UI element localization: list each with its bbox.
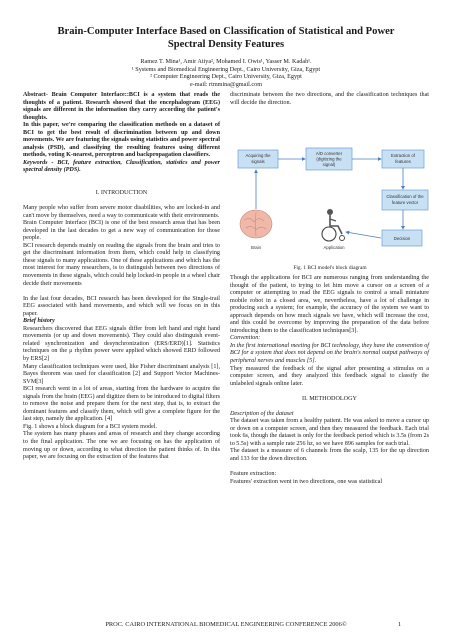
extract-label-2: features (395, 159, 411, 164)
footer-text: PROC. CAIRO INTERNATIONAL BIOMEDICAL ENGINEERING CONFERENCE 2006© (105, 621, 347, 628)
paragraph: In the first international meeting for BCI technology, they have the convention of BCI for a system that does not depend on the brain's normal output pathways of peripheral nerves and muscles [5]. (230, 342, 429, 365)
author-names: Ramez T. Mina¹, Amir Atiya², Mohamed I. Owis¹, Yasser M. Kadah¹. (140, 58, 312, 65)
paragraph: Fig. 1 shows a block diagram for a BCI system model. (23, 423, 158, 430)
brain-label: Brain (250, 245, 262, 250)
paragraph: BCI research went in a lot of areas, starting from the hardware to acquire the signals from the brain (EEG) and digitize them to be introduced to digital filters to remove the noise and prepare them for the next step, that is, to extract the dominant features and classify them, which will give a complete figure for the last step, namely the application. [4] (23, 386, 220, 423)
paragraph-spacer (230, 403, 429, 411)
paragraph: The dataset is a measure of 6 channels from the scalp, 135 for the up direction and 133 for the down direction. (230, 448, 429, 463)
paragraph: Many classification techniques were used, like Fisher discriminant analysis [1], Bayes theorem was used for classification [2] and Support Vector Machines-SVM[3] (23, 363, 220, 385)
paragraph: The system has many phases and areas of research and they change according to the final application. The one we are focusing on has the application of moving up or down, according to what direction the patient thinks of. In this paper, we are focusing on the extraction of the features that (23, 431, 220, 461)
left-column (23, 92, 220, 462)
affiliation-2: ² Computer Engineering Dept., Cairo University, Giza, Egypt (150, 73, 302, 81)
paragraph: Features' extraction went in two directions, one was statistical (230, 478, 383, 485)
classify-label-1: Classification of the (386, 194, 424, 199)
paragraph: Description of the dataset (230, 410, 294, 417)
paragraph: discriminate between the two directions, and the classification techniques that will decide the direction. (230, 92, 429, 106)
figure-caption: Fig. 1 BCI model's block diagram (293, 265, 367, 271)
page-number: 1 (398, 621, 402, 628)
classify-label-2: feature vector (391, 200, 419, 205)
paragraph: Researchers discovered that EEG signals differ from left hand and right hand movements (or up and down movements). They could also distinguish event-related synchronization and desynchronization (ERS/ERD)[1]. Statistics techniques on the μ rhythm power were applied which showed ERD followed by ERS[2] (23, 325, 220, 362)
paragraph: The dataset was taken from a healthy patient. He was asked to move a cursor up or down on a computer screen, and then they measured the feedback. Each trial took 6s, though the dataset is only for the feedback period which is 3.5s (from 2s to 5.5s) with a sample rate 256 hz, so we have 896 samples for each trial. (230, 418, 429, 447)
paragraph-spacer (23, 198, 220, 206)
paragraph: Convention: (230, 335, 261, 342)
paragraph: Brief history (23, 318, 55, 325)
section-heading: I. INTRODUCTION (95, 190, 148, 197)
wheelchair-icon (322, 209, 345, 241)
author-block (0, 58, 452, 88)
paper-title (0, 26, 452, 51)
page-footer (0, 621, 452, 628)
paragraph: Abstract- Brain Computer Interface::BCI is a system that reads the thoughts of a patient. Research showed that the encephalogram (EEG) signals are different in the information they carry according the patient's thoughts. (23, 92, 220, 121)
paragraph: Brain Computer Interface (BCI) is one of the best research areas that has been developed in the last decades to get a new way of communication for those people. (23, 220, 220, 242)
right-column-top (230, 92, 429, 107)
right-column (230, 275, 429, 486)
acquire-label-2: signals (251, 159, 265, 164)
paragraph: Though the applications for BCI are numerous ranging from understanding the thought of the patient, to trying to let him move a cursor on a screen of a computer or attempting to read the EEG signals to control a small miniature mobile robot in a closed area, we, nevertheless, have a lot of challenge in producing such a system; for example, the accuracy of the system we want to approach depends on how much signals we have, which will increase the cost, and this could be overcome by improving the preparation of the data before introducing them to the classification techniques[3]. (230, 275, 429, 334)
title-line-2: Spectral Density Features (167, 38, 285, 50)
paragraph: Keywords - BCI, feature extraction, Classification, statistics and power spectral density (PDS). (23, 159, 220, 174)
title-line-1: Brain-Computer Interface Based on Classification of Statistical and Power (57, 26, 395, 37)
author-email: e-mail: rtmmina@gmail.com (189, 80, 263, 88)
ad-label-3: signal) (322, 162, 336, 167)
paragraph: In this paper, we're comparing the classification methods on a dataset of BCI to get the best result of discrimination between up and down movements. We are featuring the signals using statistics and power spectral analysis (PSD), and classifying the resulting features using different methods, voting K-nearest, perceptron and backpropagation classifiers. (23, 122, 221, 159)
ad-label-2: (digitizing the (316, 156, 342, 162)
extract-label-1: Extraction of (391, 153, 415, 158)
paragraph: In the last four decades, BCI research has been developed for the Single-trail EEG associated with hand movements, and which will we focus on in this paper. (23, 295, 220, 317)
paragraph-spacer (23, 175, 220, 183)
decision-label: Decision (393, 236, 411, 241)
brain-icon (240, 210, 272, 238)
paragraph-spacer (230, 464, 429, 472)
paragraph: Many people who suffer from severe motor disabilities, who are locked-in and can't move by themselves, need a way to communicate with their environments. (23, 205, 220, 219)
affiliation-1: ¹ Systems and Biomedical Engineering Dept., Cairo University, Giza, Egypt (131, 65, 321, 73)
bci-block-diagram (230, 146, 430, 266)
section-heading: II. METHODOLOGY (302, 395, 357, 402)
paragraph-spacer (23, 288, 220, 296)
application-label: Application (323, 245, 345, 250)
paragraph: BCI research depends mainly on reading the signals from the brain and tries to get the discriminant information from them, which could help in classifying these signals to many applications. One of these applications and which has the most interest for many researchers, is to distinguish between two directions of movements in these signals, which could help locked-in people in a wheel chair decide their movements (23, 242, 220, 287)
paragraph: They measured the feedback of the signal after presenting a stimulus on a computer screen, and they analyzed this feedback signal to classify the unlabeled signals online later. (230, 365, 429, 387)
paragraph-spacer (23, 183, 220, 191)
ad-label-1: A/D converter (315, 151, 343, 156)
paragraph: Feature extraction: (230, 471, 277, 478)
paragraph-spacer (230, 388, 429, 396)
acquire-label-1: Acquiring the (245, 153, 271, 158)
arrow-decision-to-application (346, 232, 381, 238)
